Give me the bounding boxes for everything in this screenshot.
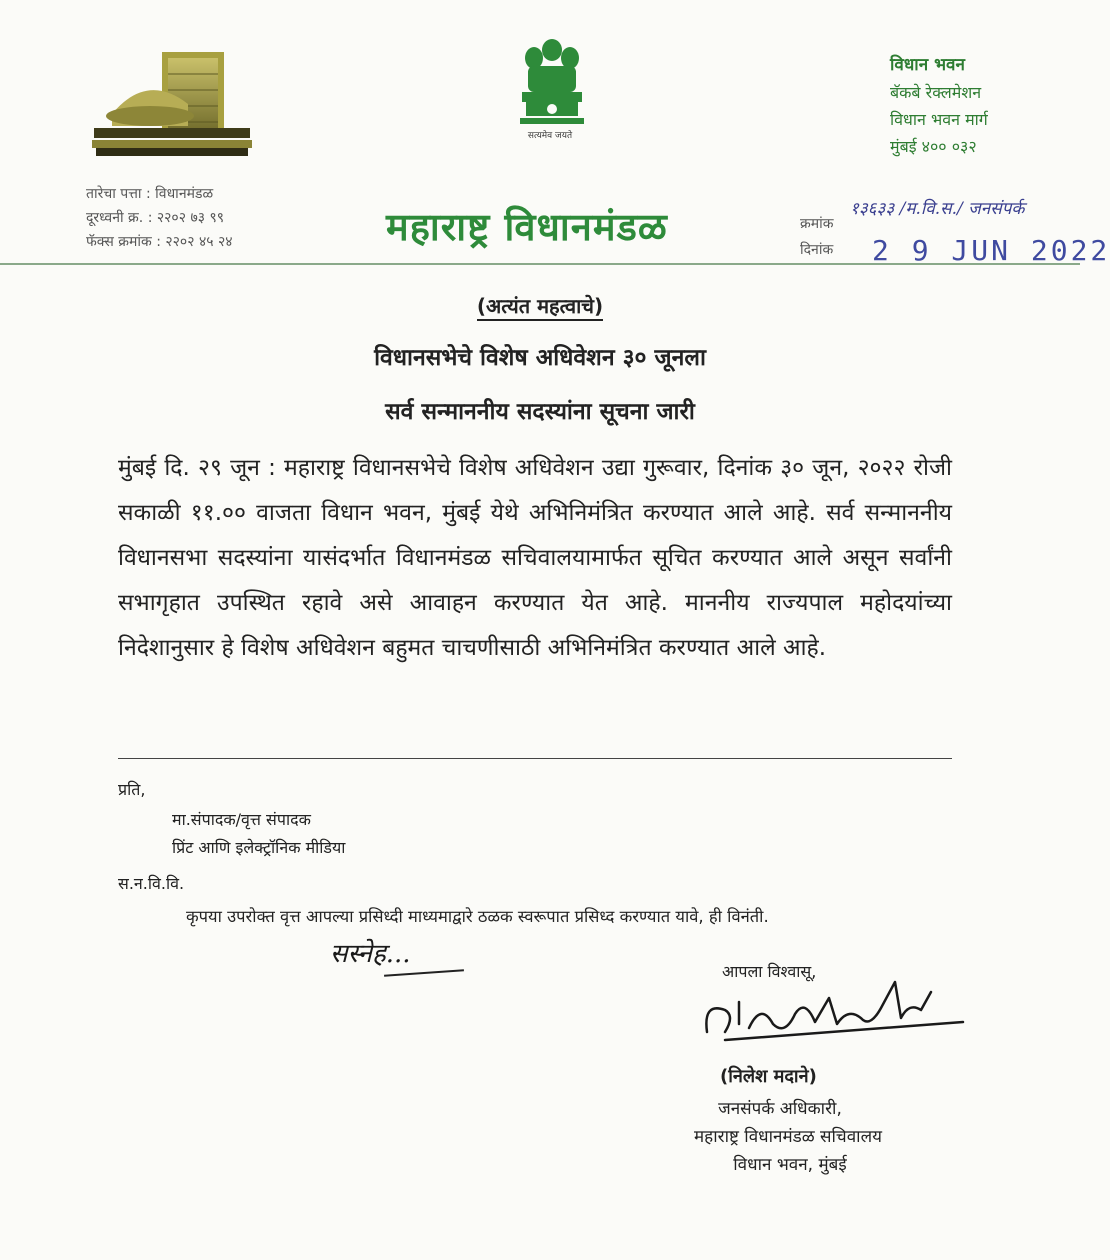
signatory-name: (निलेश मदाने) [720,1066,817,1087]
sasneh-handwritten: सस्नेह... [330,939,411,969]
recipient-line: प्रिंट आणि इलेक्ट्रॉनिक मीडिया [172,838,346,857]
to-label: प्रति, [118,780,146,799]
reference-number-label: क्रमांक [800,216,834,232]
address-line: बॅकबे रेक्लमेशन [890,83,982,102]
salutation: स.न.वि.वि. [118,874,185,893]
handwritten-signature [695,962,975,1052]
address-title: विधान भवन [890,55,965,75]
phone-number: दूरध्वनी क्र. : २२०२ ७३ ९९ [86,210,225,226]
signatory-place: विधान भवन, मुंबई [733,1155,847,1175]
office-address [890,52,1070,160]
address-line: मुंबई ४०० ०३२ [890,137,977,156]
headline-secondary: सर्व सन्माननीय सदस्यांना सूचना जारी [385,399,695,425]
importance-text: (अत्यंत महत्वाचे) [477,294,603,321]
emblem-motto: सत्यमेव जयते [527,131,573,141]
sasneh-underline [384,969,464,977]
organization-title: महाराष्ट्र विधानमंडळ [386,205,668,249]
closing-text: आपला विश्वासू, [722,962,817,981]
fax-number: फॅक्स क्रमांक : २२०२ ४५ २४ [86,234,233,250]
letterhead-divider [0,263,1080,265]
vidhan-bhavan-logo [92,44,252,160]
body-divider [118,758,952,759]
telegram-address: तारेचा पत्ता : विधानमंडळ [86,186,214,202]
headline-primary: विधानसभेचे विशेष अधिवेशन ३० जूनला [374,345,706,371]
notice-body: मुंबई दि. २९ जून : महाराष्ट्र विधानसभेचे विशेष अधिवेशन उद्या गुरूवार, दिनांक ३० जून, २०२२ रोजी सकाळी ११.०० वाजता विधान भवन, मुंबई येथे अभिनिमंत्रित करण्यात आले आहे. सर्व सन्माननीय विधानसभा सदस्यांना यासंदर्भात विधानमंडळ सचिवालयामार्फत सूचित करण्यात आले असून सर्वांनी सभागृहात उपस्थित रहावे असे आवाहन करण्यात येत आहे. माननीय राज्यपाल महोदयांच्या निदेशानुसार हे विशेष अधिवेशन बहुमत चाचणीसाठी अभिनिमंत्रित करण्यात आले आहे. [118,455,952,661]
national-emblem-icon [514,36,590,126]
address-line: विधान भवन मार्ग [890,110,988,129]
publication-request: कृपया उपरोक्त वृत्त आपल्या प्रसिध्दी माध्यमाद्वारे ठळक स्वरूपात प्रसिध्द करण्यात यावे, ही विनंती. [186,907,769,926]
signatory-org: महाराष्ट्र विधानमंडळ सचिवालय [694,1127,882,1147]
contact-details [86,182,346,254]
signatory-role: जनसंपर्क अधिकारी, [718,1099,842,1119]
importance-label [0,292,1080,319]
recipient-line: मा.संपादक/वृत्त संपादक [172,810,311,829]
reference-block [800,196,1110,267]
reference-number-value: १३६३३ /म.वि.स./ जनसंपर्क [850,199,1025,219]
reference-date-label: दिनांक [800,242,834,258]
date-stamp: 2 9 JUN 2022 [872,234,1110,267]
